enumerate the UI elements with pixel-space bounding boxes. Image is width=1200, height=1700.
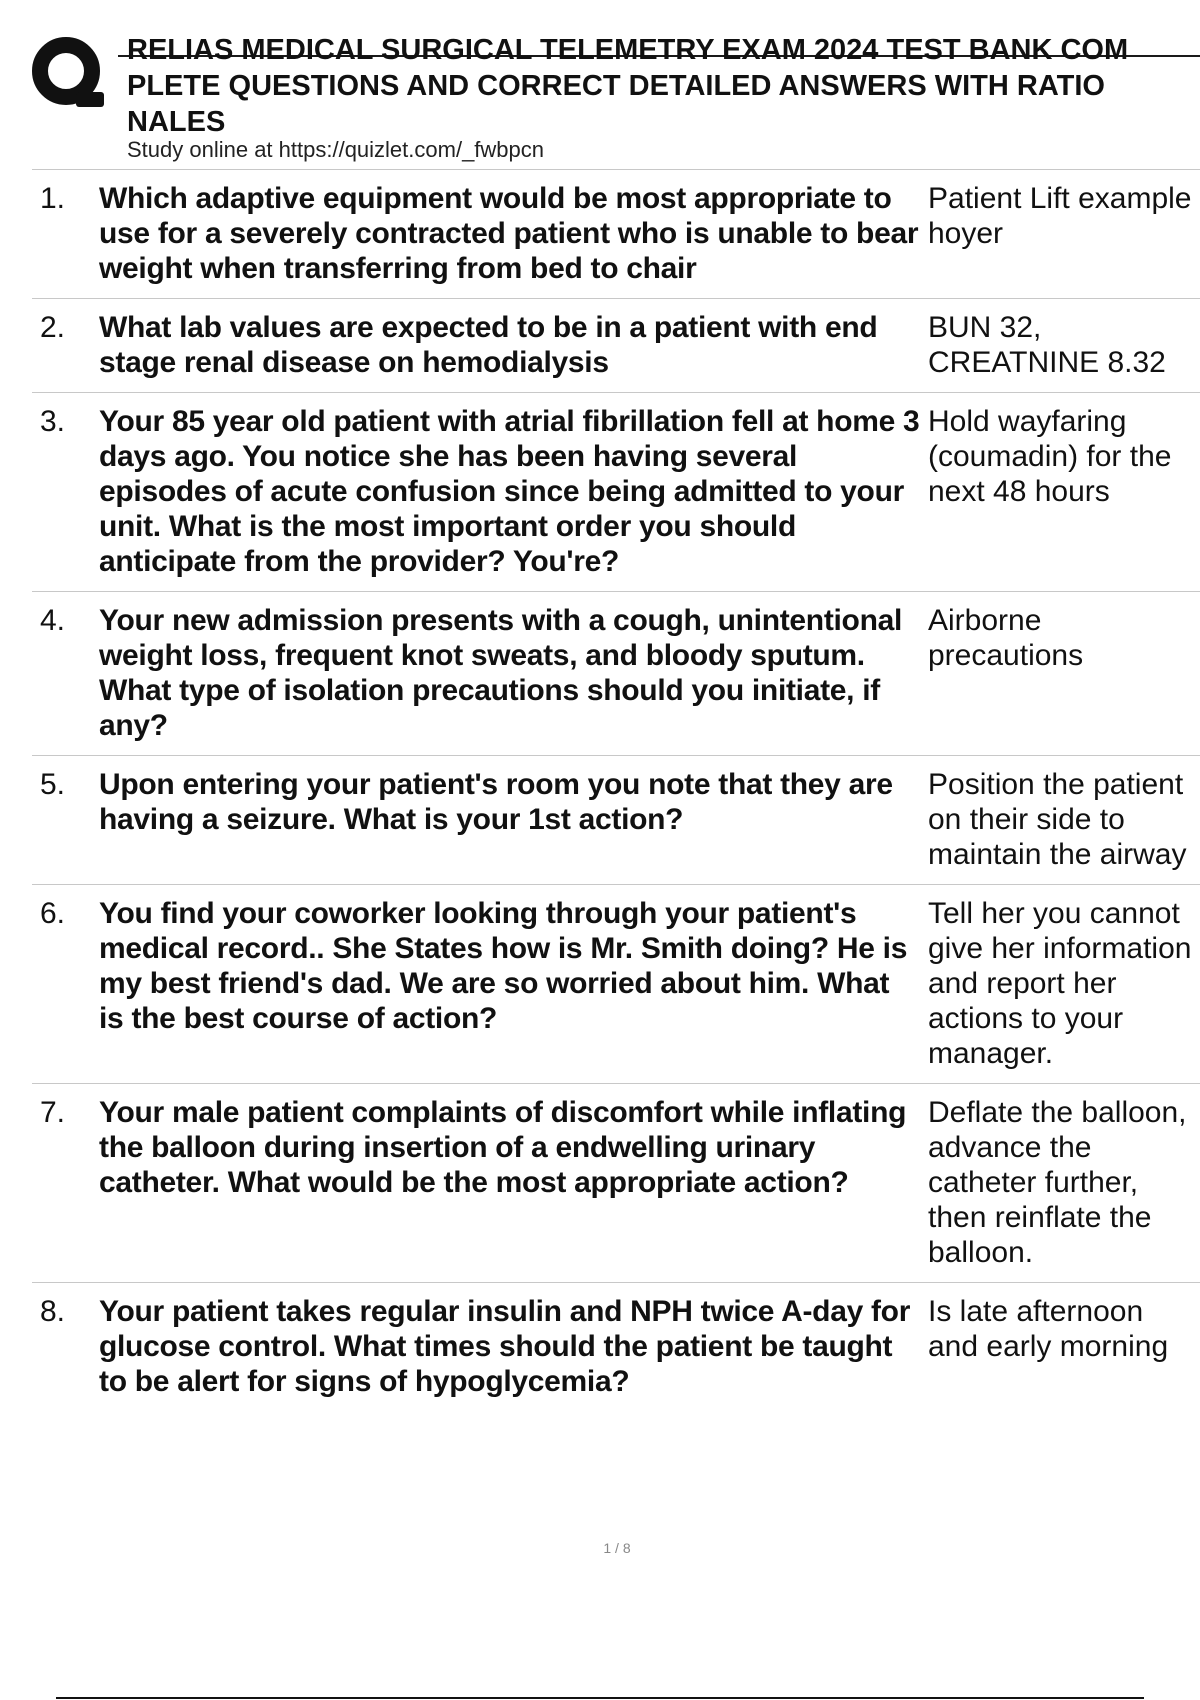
answer-text: Tell her you cannot give her information and report her actions to your manager. [928, 897, 1192, 1070]
answer-text: Patient Lift example hoyer [928, 182, 1192, 250]
question-number: 2. [40, 311, 66, 344]
question-text: Your 85 year old patient with atrial fibrillation fell at home 3 days ago. You notice she has been having several episodes of acute confusion since being admitted to your unit. What is the most important order you should anticipate from the provider? You're? [99, 405, 920, 578]
qa-row [32, 170, 1200, 299]
question-text: Which adaptive equipment would be most appropriate to use for a severely contracted patient who is unable to bear weight when transferring from bed to chair [99, 182, 919, 285]
question-answer-list [32, 169, 1200, 1411]
question-text: You find your coworker looking through your patient's medical record.. She States how is Mr. Smith doing? He is my best friend's dad. We are so worried about him. What is the best course of action? [99, 897, 908, 1035]
question-text: What lab values are expected to be in a patient with end stage renal disease on hemodialysis [99, 311, 878, 379]
page-bottom-rule [56, 1697, 1144, 1699]
question-text: Upon entering your patient's room you note that they are having a seizure. What is your 1st action? [99, 768, 893, 836]
document-title-line: RELIAS MEDICAL SURGICAL TELEMETRY EXAM 2024 TEST BANK COM [127, 34, 1129, 66]
study-online-link[interactable]: Study online at https://quizlet.com/_fwbpcn [127, 137, 545, 162]
question-number: 8. [40, 1295, 66, 1328]
answer-text: Deflate the balloon, advance the catheter further, then reinflate the balloon. [928, 1096, 1187, 1269]
question-number: 7. [40, 1096, 66, 1129]
qa-row [32, 592, 1200, 756]
question-number: 5. [40, 768, 66, 801]
document-title [127, 32, 1200, 140]
quizlet-logo-icon [30, 34, 106, 114]
answer-text: Airborne precautions [928, 604, 1084, 672]
answer-text: Position the patient on their side to maintain the airway [928, 768, 1187, 871]
qa-row [32, 393, 1200, 592]
question-number: 6. [40, 897, 66, 930]
qa-row [32, 1084, 1200, 1283]
qa-row [32, 1283, 1200, 1411]
question-text: Your new admission presents with a cough, unintentional weight loss, frequent knot sweats, and bloody sputum. What type of isolation precautions should you initiate, if any? [99, 604, 903, 742]
document-title-line: NALES [127, 106, 226, 138]
question-text: Your patient takes regular insulin and NPH twice A-day for glucose control. What times should the patient be taught to be alert for signs of hypoglycemia? [99, 1295, 911, 1398]
answer-text: Hold wayfaring (coumadin) for the next 48 hours [928, 405, 1172, 508]
qa-row [32, 885, 1200, 1084]
document-title-line: PLETE QUESTIONS AND CORRECT DETAILED ANSWERS WITH RATIO [127, 70, 1105, 102]
qa-row [32, 756, 1200, 885]
question-number: 3. [40, 405, 66, 438]
question-number: 4. [40, 604, 66, 637]
qa-row [32, 299, 1200, 393]
question-text: Your male patient complaints of discomfort while inflating the balloon during insertion of a endwelling urinary catheter. What would be the most appropriate action? [99, 1096, 907, 1199]
question-number: 1. [40, 182, 66, 215]
page-indicator: 1 / 8 [603, 1540, 631, 1556]
answer-text: Is late afternoon and early morning [928, 1295, 1169, 1363]
answer-text: BUN 32, CREATNINE 8.32 [928, 311, 1166, 379]
